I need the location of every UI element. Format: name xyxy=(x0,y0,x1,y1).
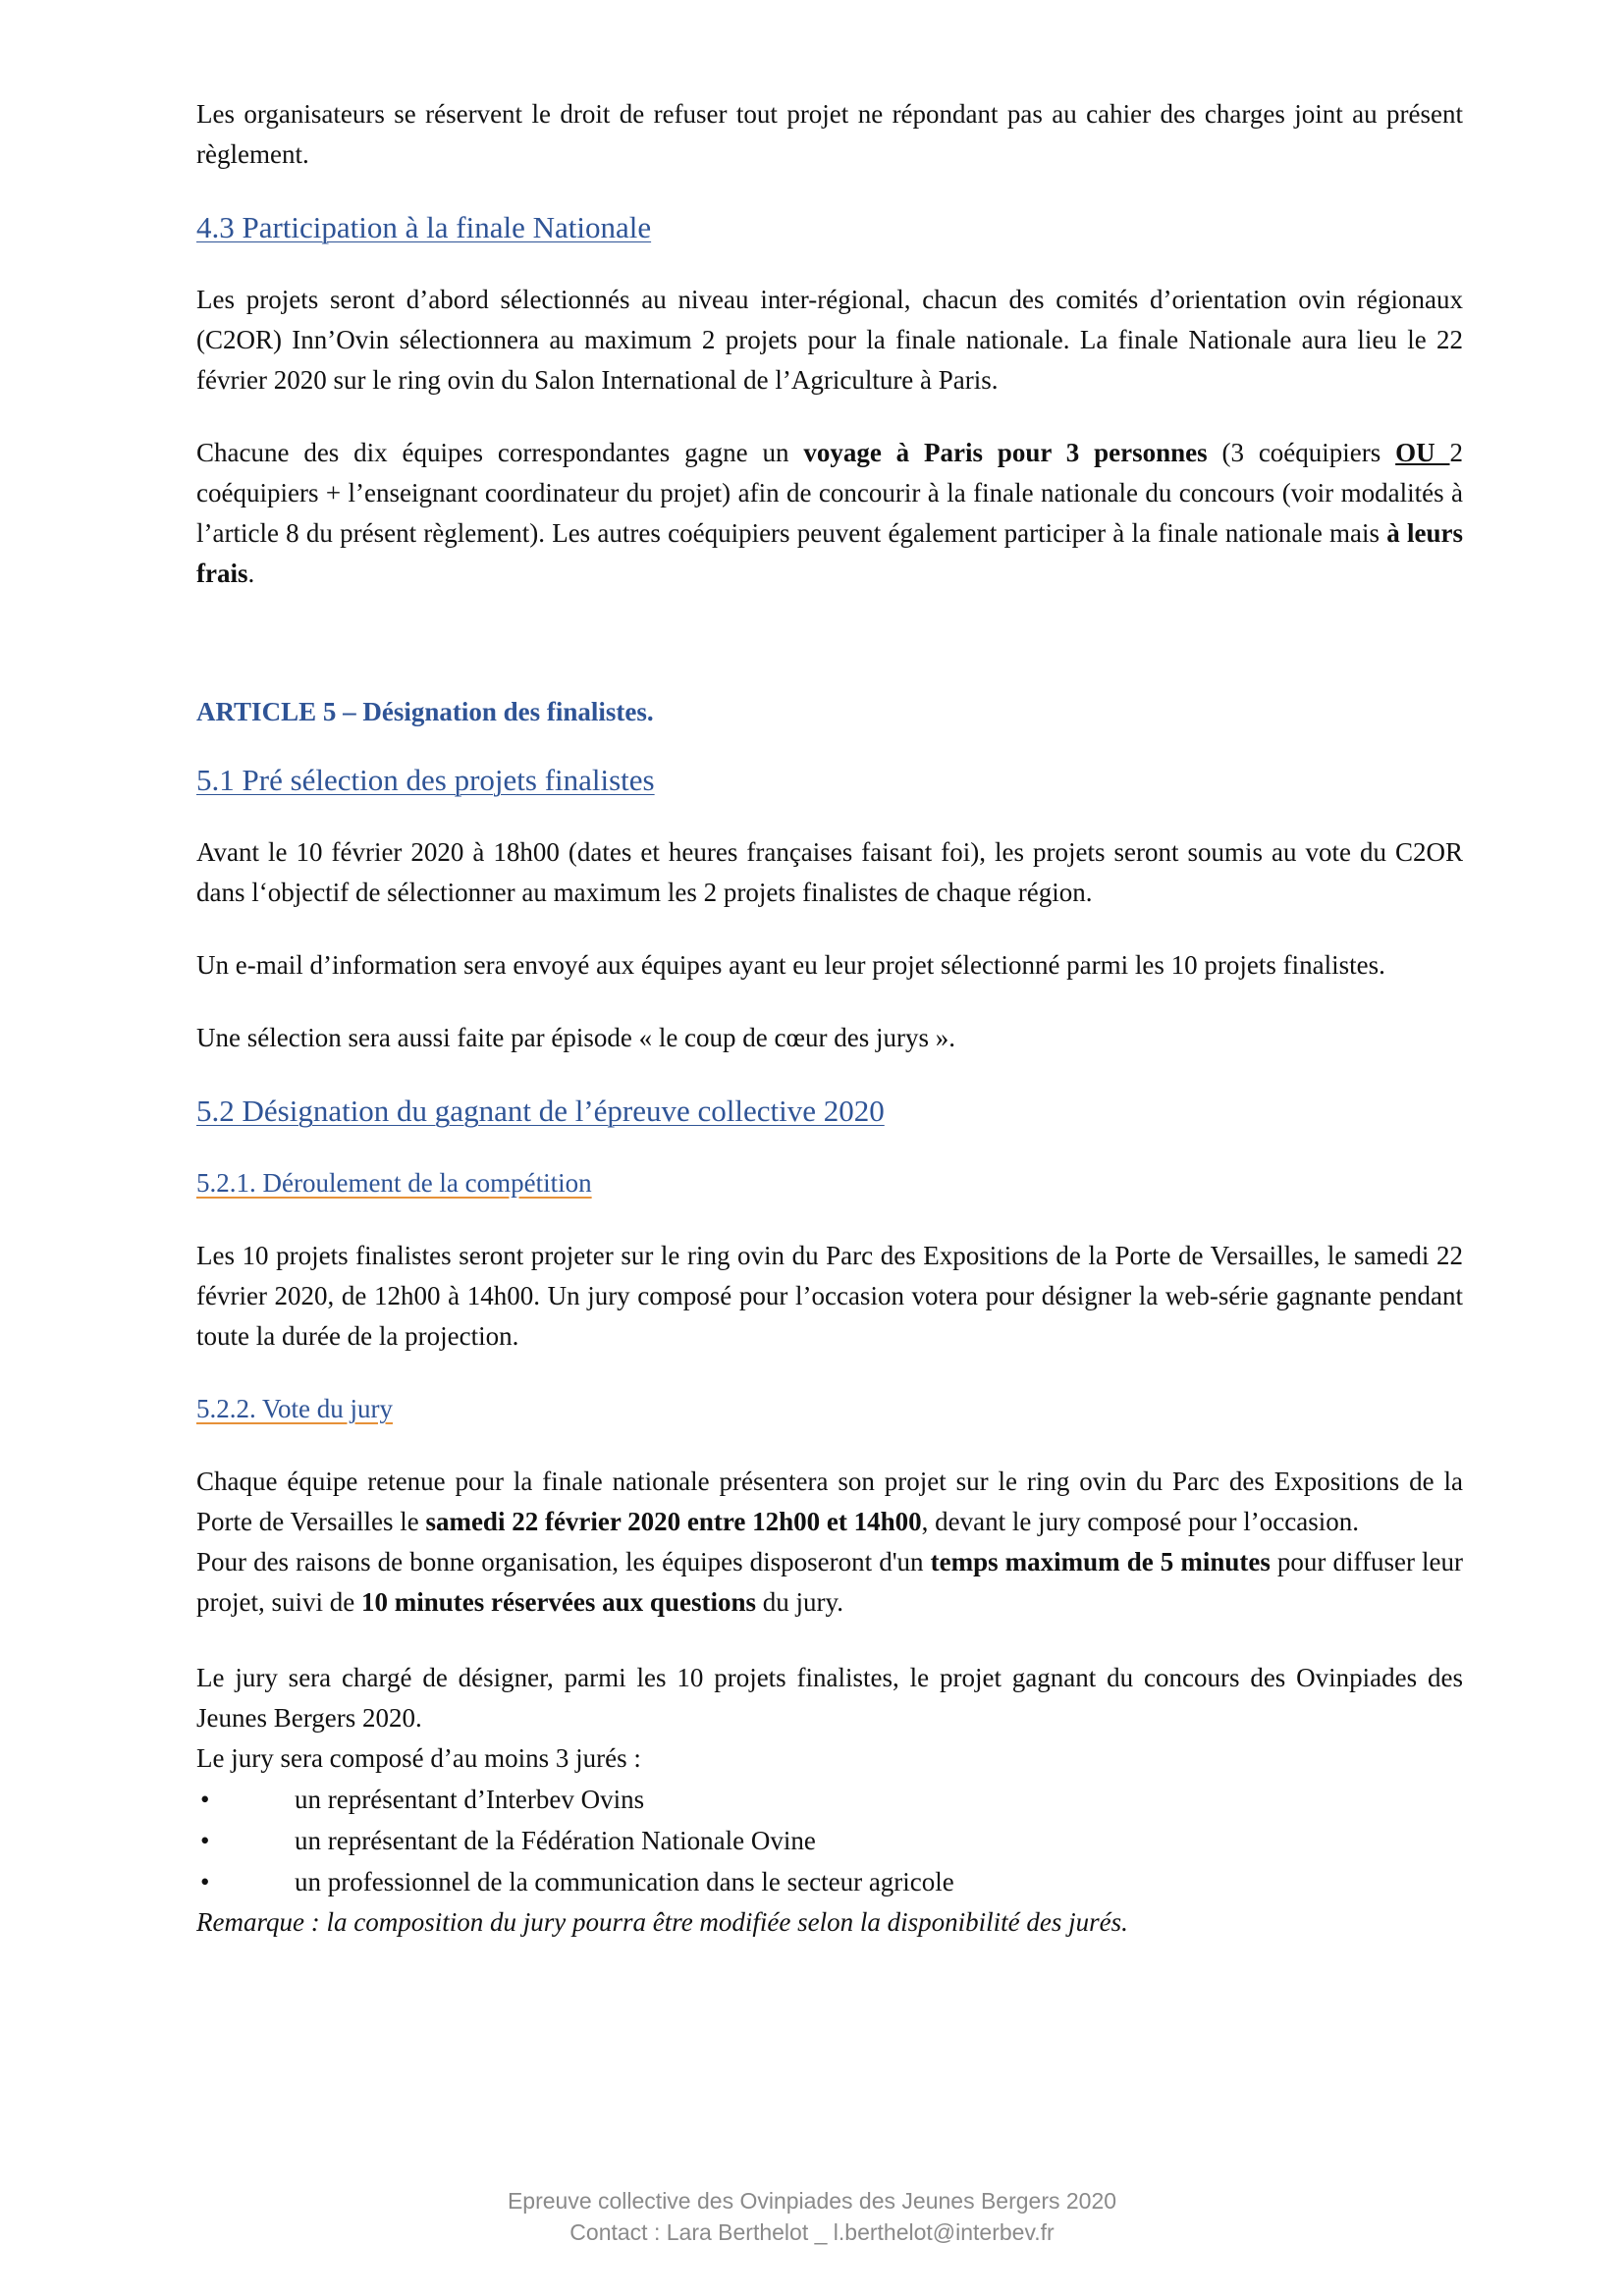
text: Pour des raisons de bonne organisation, les équipes disposeront d'un xyxy=(196,1547,931,1576)
text: du jury. xyxy=(755,1587,843,1617)
text: pour diffuser leur projet, suivi de xyxy=(196,1547,1463,1617)
section-heading-5-2: 5.2 Désignation du gagnant de l’épreuve collective 2020 xyxy=(196,1094,885,1128)
paragraph-4-3-selection: Les projets seront d’abord sélectionnés au niveau inter-régional, chacun des comités d’orientation ovin régionaux (C2OR) Inn’Ovin sélectionnera au maximum 2 projets pour la finale nationale. La finale Nationale aura lieu le 22 février 2020 sur le ring ovin du Salon International de l’Agriculture à Paris. xyxy=(196,285,1463,395)
article-5-heading: ARTICLE 5 – Désignation des finalistes. xyxy=(196,697,654,726)
text: , devant le jury composé pour l’occasion. xyxy=(921,1507,1359,1536)
underlined-bold-text: OU xyxy=(1395,438,1450,467)
section-heading-5-2-2: 5.2.2. Vote du jury xyxy=(196,1394,394,1423)
list-item: • un professionnel de la communication dans le secteur agricole xyxy=(196,1861,1463,1902)
bold-text: 10 minutes réservées aux questions xyxy=(360,1587,756,1617)
jury-list xyxy=(196,1779,1463,1902)
section-heading-4-3: 4.3 Participation à la finale Nationale xyxy=(196,210,652,244)
paragraph-5-2-2-timing xyxy=(196,1542,1463,1623)
bold-text: samedi 22 février 2020 entre 12h00 et 14h00 xyxy=(425,1507,922,1536)
bold-text: temps maximum de 5 minutes xyxy=(930,1547,1271,1576)
paragraph-5-1-coup-de-coeur: Une sélection sera aussi faite par épisode « le coup de cœur des jurys ». xyxy=(196,1023,955,1052)
remark-note: Remarque : la composition du jury pourra être modifiée selon la disponibilité des jurés. xyxy=(196,1907,1128,1937)
list-item: • un représentant de la Fédération Nationale Ovine xyxy=(196,1820,1463,1861)
footer-title: Epreuve collective des Ovinpiades des Jeunes Bergers 2020 xyxy=(507,2188,1117,2214)
text: (3 coéquipiers xyxy=(1207,438,1396,467)
section-heading-5-1: 5.1 Pré sélection des projets finalistes xyxy=(196,763,655,797)
list-item: • un représentant d’Interbev Ovins xyxy=(196,1779,1463,1820)
paragraph-5-1-vote: Avant le 10 février 2020 à 18h00 (dates et heures françaises faisant foi), les projets seront soumis au vote du C2OR dans l‘objectif de sélectionner au maximum les 2 projets finalistes de chaque région. xyxy=(196,837,1463,907)
footer-contact: Contact : Lara Berthelot _ l.berthelot@interbev.fr xyxy=(569,2219,1055,2245)
bold-text: voyage à Paris pour 3 personnes xyxy=(803,438,1208,467)
document-page xyxy=(196,94,1463,1943)
paragraph-5-1-email: Un e-mail d’information sera envoyé aux équipes ayant eu leur projet sélectionné parmi les 10 projets finalistes. xyxy=(196,950,1385,980)
paragraph-5-2-2-jury-composition: Le jury sera composé d’au moins 3 jurés : xyxy=(196,1743,641,1773)
page-footer xyxy=(0,2185,1624,2248)
text: Chaque équipe retenue pour la finale nationale présentera son projet sur le ring ovin du Parc des Expositions de la Porte de Versailles le xyxy=(196,1467,1463,1536)
paragraph-5-2-2-presentation xyxy=(196,1462,1463,1542)
text: . xyxy=(247,559,255,588)
paragraph-4-3-voyage xyxy=(196,433,1463,594)
intro-paragraph: Les organisateurs se réservent le droit de refuser tout projet ne répondant pas au cahier des charges joint au présent règlement. xyxy=(196,99,1463,169)
text: 2 coéquipiers + l’enseignant coordinateur du projet) afin de concourir à la finale nationale du concours (voir modalités à l’article 8 du présent règlement). Les autres coéquipiers peuvent également participer à la finale nationale mais xyxy=(196,438,1463,548)
paragraph-5-2-2-jury-role: Le jury sera chargé de désigner, parmi les 10 projets finalistes, le projet gagnant du concours des Ovinpiades des Jeunes Bergers 2020. xyxy=(196,1663,1463,1733)
text: Chacune des dix équipes correspondantes gagne un xyxy=(196,438,804,467)
section-heading-5-2-1: 5.2.1. Déroulement de la compétition xyxy=(196,1168,592,1198)
paragraph-5-2-1: Les 10 projets finalistes seront projeter sur le ring ovin du Parc des Expositions de la Porte de Versailles, le samedi 22 février 2020, de 12h00 à 14h00. Un jury composé pour l’occasion votera pour désigner la web-série gagnante pendant toute la durée de la projection. xyxy=(196,1241,1463,1351)
bold-text: à leurs frais xyxy=(196,518,1463,588)
